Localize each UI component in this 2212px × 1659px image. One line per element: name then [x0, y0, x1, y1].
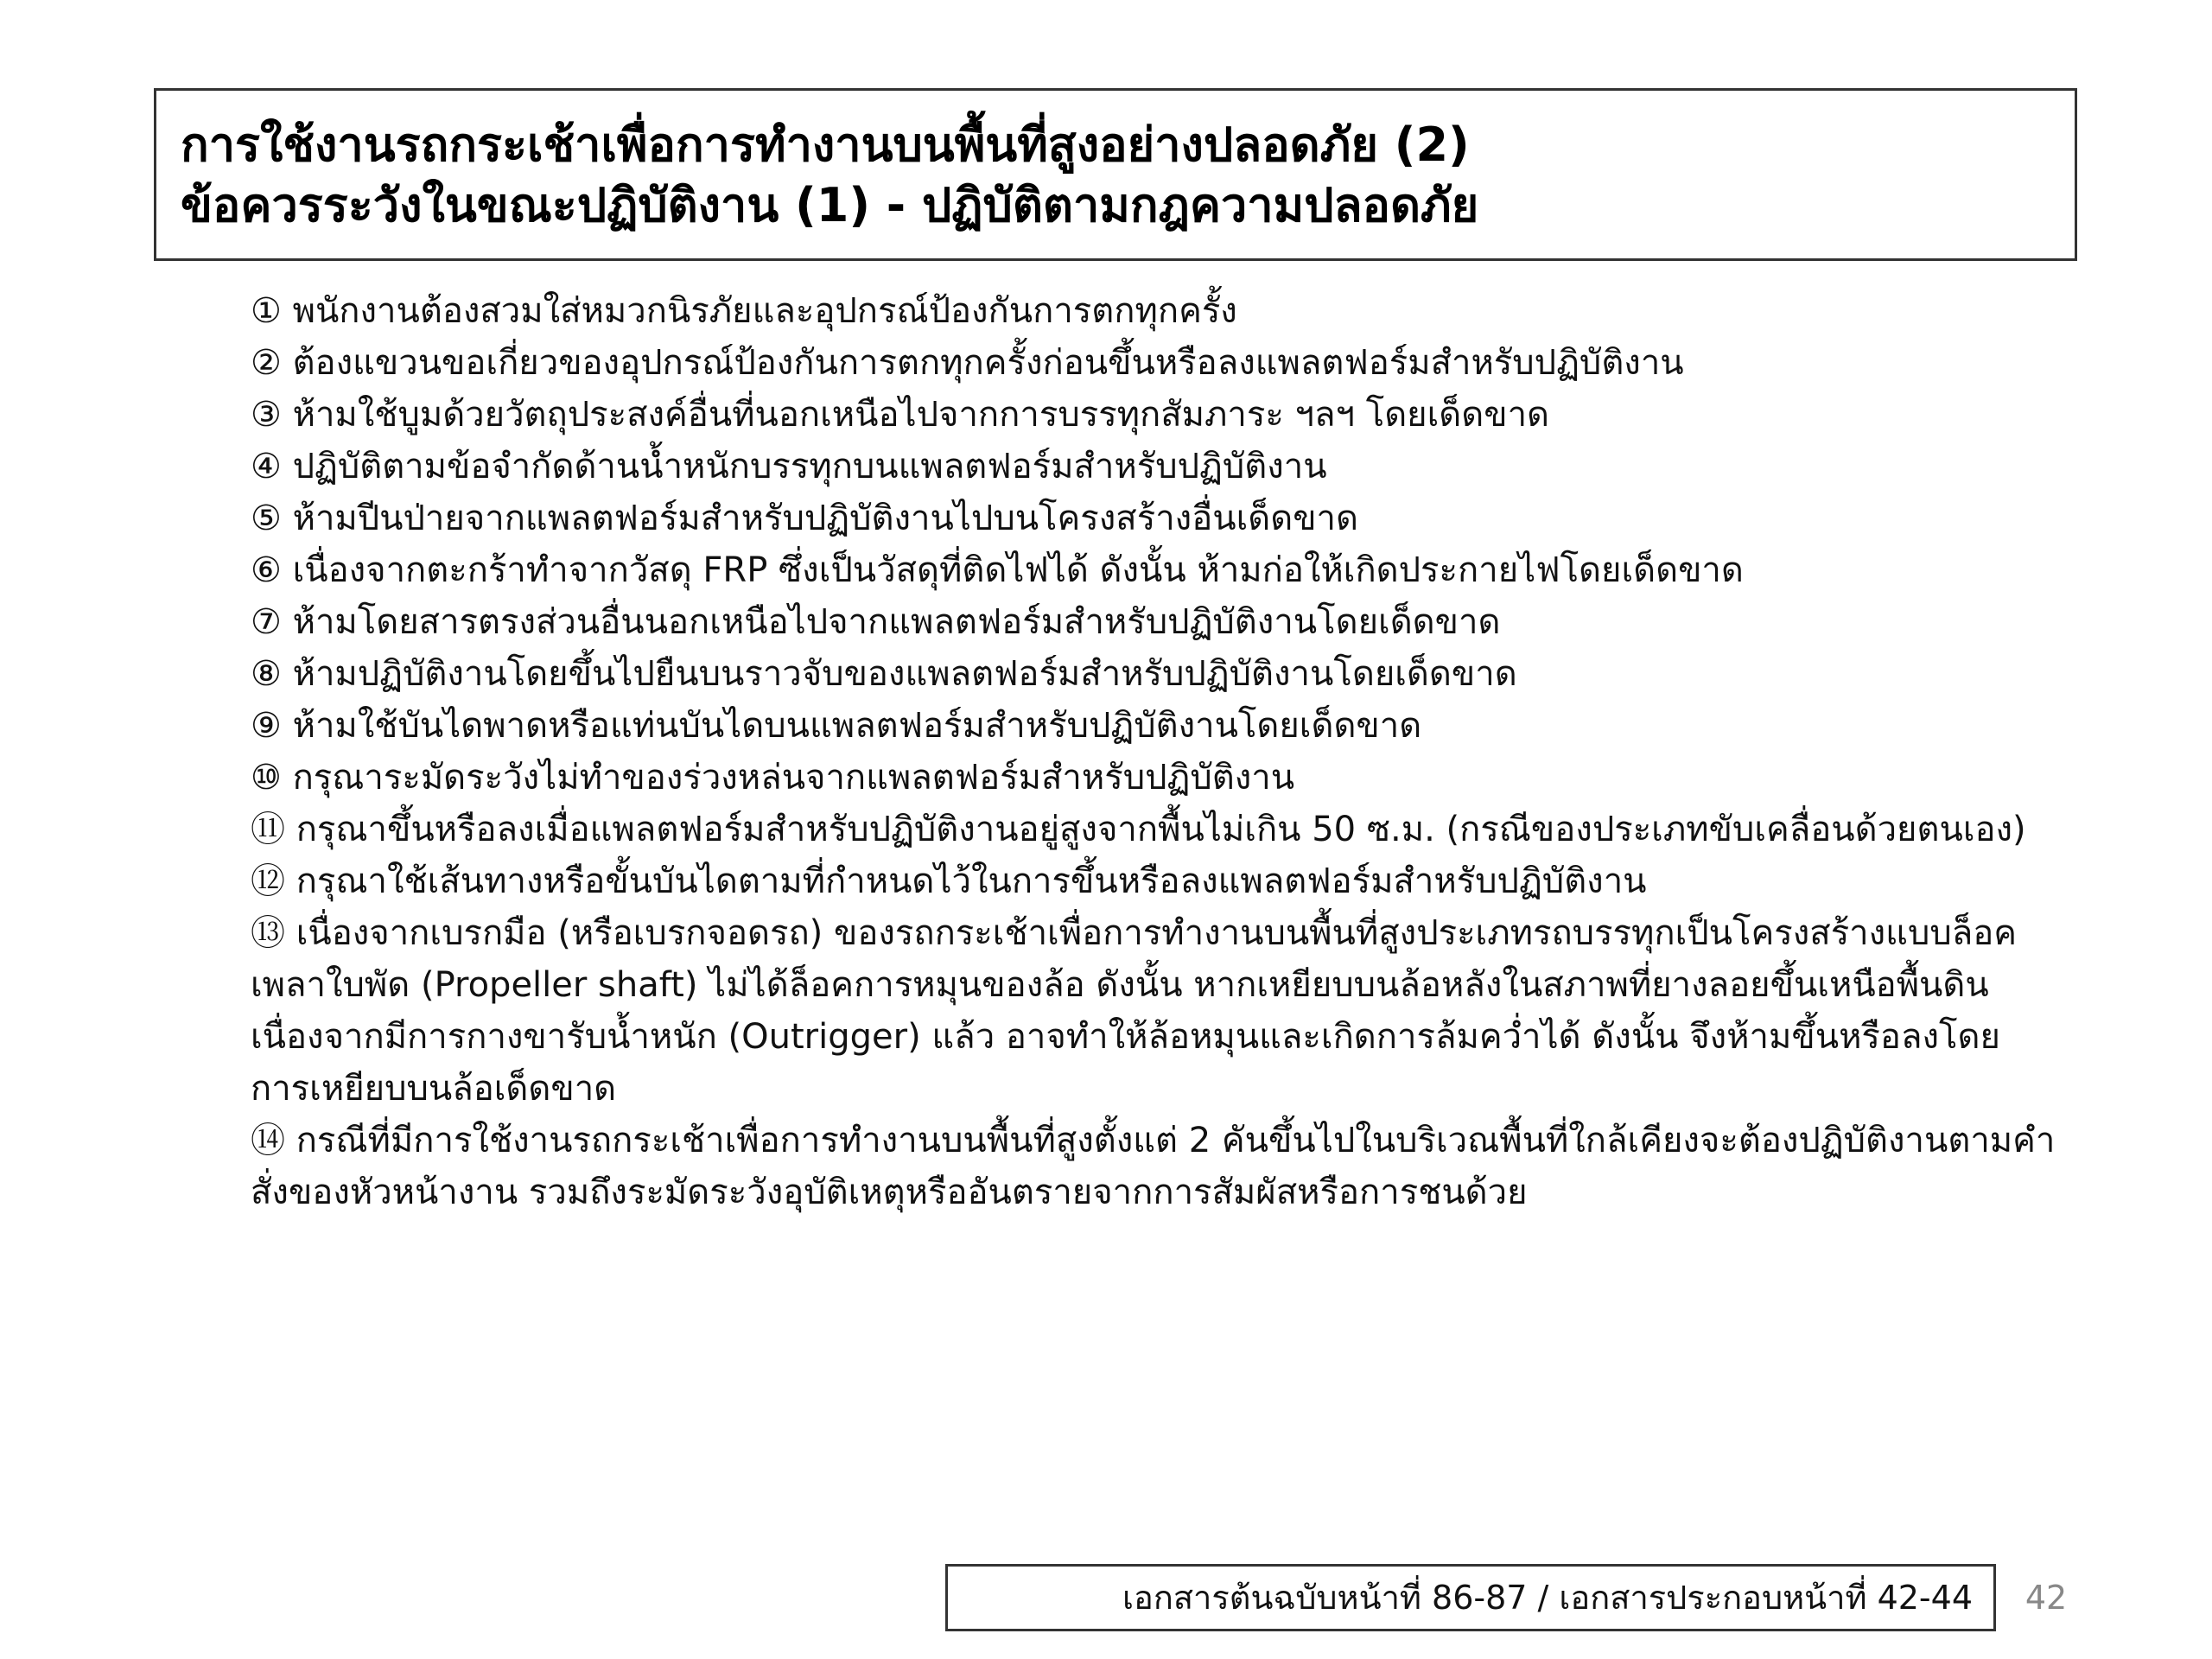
rule-item-2: ② ต้องแขวนขอเกี่ยวของอุปกรณ์ป้องกันการตกทุกครั้งก่อนขึ้นหรือลงแพลตฟอร์มสำหรับปฏิบัติงาน	[251, 343, 1684, 383]
source-reference-box: เอกสารต้นฉบับหน้าที่ 86-87 / เอกสารประกอบหน้าที่ 42-44	[945, 1564, 1996, 1631]
rule-item-1: ① พนักงานต้องสวมใส่หมวกนิรภัยและอุปกรณ์ป้องกันการตกทุกครั้ง	[251, 291, 1237, 331]
page-number: 42	[2024, 1579, 2068, 1617]
rule-item-11: ⑪ กรุณาขึ้นหรือลงเมื่อแพลตฟอร์มสำหรับปฏิบัติงานอยู่สูงจากพื้นไม่เกิน 50 ซ.ม. (กรณีของประเภทขับเคลื่อนด้วยตนเอง)	[251, 810, 2026, 849]
slide-title-line-1: การใช้งานรถกระเช้าเพื่อการทำงานบนพื้นที่สูงอย่างปลอดภัย (2)	[181, 118, 1470, 172]
rule-item-6: ⑥ เนื่องจากตะกร้าทำจากวัสดุ FRP ซึ่งเป็นวัสดุที่ติดไฟได้ ดังนั้น ห้ามก่อให้เกิดประกายไฟโดยเด็ดขาด	[251, 550, 1744, 590]
rule-item-13: ⑬ เนื่องจากเบรกมือ (หรือเบรกจอดรถ) ของรถกระเช้าเพื่อการทำงานบนพื้นที่สูงประเภทรถบรรทุกเป็นโครงสร้างแบบล็อคเพลาใบพัด (Propeller shaft) ไม่ได้ล็อคการหมุนของล้อ ดังนั้น หากเหยียบบนล้อหลังในสภาพที่ยางลอยขึ้นเหนือพื้นดินเนื่องจากมีการกางขารับน้ำหนัก (Outrigger) แล้ว อาจทำให้ล้อหมุนและเกิดการล้มคว่ำได้ ดังนั้น จึงห้ามขึ้นหรือลงโดยการเหยียบบนล้อเด็ดขาด	[251, 913, 2018, 1109]
rule-item-3: ③ ห้ามใช้บูมด้วยวัตถุประสงค์อื่นที่นอกเหนือไปจากการบรรทุกสัมภาระ ฯลฯ โดยเด็ดขาด	[251, 395, 1550, 435]
rule-item-4: ④ ปฏิบัติตามข้อจำกัดด้านน้ำหนักบรรทุกบนแพลตฟอร์มสำหรับปฏิบัติงาน	[251, 447, 1327, 486]
rule-item-7: ⑦ ห้ามโดยสารตรงส่วนอื่นนอกเหนือไปจากแพลตฟอร์มสำหรับปฏิบัติงานโดยเด็ดขาด	[251, 602, 1501, 642]
slide-title-box	[154, 88, 2077, 261]
rule-item-8: ⑧ ห้ามปฏิบัติงานโดยขึ้นไปยืนบนราวจับของแพลตฟอร์มสำหรับปฏิบัติงานโดยเด็ดขาด	[251, 654, 1517, 694]
slide-title-line-2: ข้อควรระวังในขณะปฏิบัติงาน (1) - ปฏิบัติตามกฎความปลอดภัย	[181, 178, 1479, 232]
rule-item-14: ⑭ กรณีที่มีการใช้งานรถกระเช้าเพื่อการทำงานบนพื้นที่สูงตั้งแต่ 2 คันขึ้นไปในบริเวณพื้นที่ใกล้เคียงจะต้องปฏิบัติงานตามคำสั่งของหัวหน้างาน รวมถึงระมัดระวังอุบัติเหตุหรืออันตรายจากการสัมผัสหรือการชนด้วย	[251, 1121, 2056, 1212]
rule-item-9: ⑨ ห้ามใช้บันไดพาดหรือแท่นบันไดบนแพลตฟอร์มสำหรับปฏิบัติงานโดยเด็ดขาด	[251, 706, 1422, 746]
safety-rules-list	[251, 285, 2056, 1218]
rule-item-12: ⑫ กรุณาใช้เส้นทางหรือขั้นบันไดตามที่กำหนดไว้ในการขึ้นหรือลงแพลตฟอร์มสำหรับปฏิบัติงาน	[251, 861, 1647, 901]
rule-item-10: ⑩ กรุณาระมัดระวังไม่ทำของร่วงหล่นจากแพลตฟอร์มสำหรับปฏิบัติงาน	[251, 758, 1295, 798]
rule-item-5: ⑤ ห้ามปีนป่ายจากแพลตฟอร์มสำหรับปฏิบัติงานไปบนโครงสร้างอื่นเด็ดขาด	[251, 499, 1358, 538]
